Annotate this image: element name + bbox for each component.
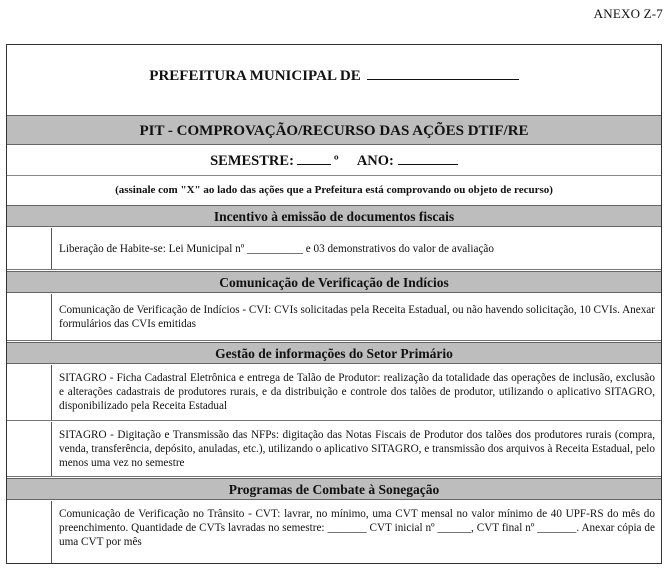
action-text-cvi: Comunicação de Verificação de Indícios - CVI: CVIs solicitadas pela Receita Estadual, ou não havendo solicitação, 10 CVIs. Anexar formulários das CVIs emitidas bbox=[59, 304, 655, 330]
degree-symbol: º bbox=[333, 153, 339, 169]
municipal-label: PREFEITURA MUNICIPAL DE bbox=[149, 68, 361, 84]
checkbox-cvi[interactable] bbox=[7, 294, 52, 340]
action-row-habite-se bbox=[7, 228, 661, 270]
pit-form bbox=[6, 44, 662, 564]
section-title-incentivo: Incentivo à emissão de documentos fiscais bbox=[7, 205, 661, 227]
action-row-cvt bbox=[7, 501, 661, 563]
action-text-sitagro-nfp: SITAGRO - Digitação e Transmissão das NFPs: digitação das Notas Fiscais de Produtor dos talões dos produtores rurais (compra, venda, transferência, depósito, anuladas, etc.), utilizando o aplicativo SITAGRO, e transmissão dos arquivos à Receita Estadual, pelo menos uma vez no semestre bbox=[59, 429, 655, 469]
instruction-text: (assinale com "X" ao lado das ações que a Prefeitura está comprovando ou objeto de recurso) bbox=[7, 175, 661, 203]
checkbox-cvt[interactable] bbox=[7, 501, 52, 563]
ano-label: ANO: bbox=[356, 153, 394, 169]
checkbox-sitagro-nfp[interactable] bbox=[7, 422, 52, 476]
annex-label: ANEXO Z-7 bbox=[593, 6, 663, 21]
action-row-sitagro-ficha bbox=[7, 365, 661, 421]
municipal-header bbox=[7, 45, 661, 113]
municipal-title bbox=[7, 65, 661, 85]
section-title-setor-primario: Gestão de informações do Setor Primário bbox=[7, 342, 661, 364]
municipality-name-field[interactable] bbox=[367, 65, 519, 80]
action-text-habite-se: Liberação de Habite-se: Lei Municipal nº __________ e 03 demonstrativos do valor de avaliação bbox=[59, 243, 494, 255]
checkbox-habite-se[interactable] bbox=[7, 228, 52, 269]
section-title-sonegacao: Programas de Combate à Sonegação bbox=[7, 478, 661, 500]
action-row-sitagro-nfp bbox=[7, 422, 661, 477]
semestre-label: SEMESTRE: bbox=[210, 153, 294, 169]
semestre-field[interactable] bbox=[297, 152, 331, 165]
ano-field[interactable] bbox=[398, 152, 458, 165]
action-text-cvt: Comunicação de Verificação no Trânsito - CVT: lavrar, no mínimo, uma CVT mensal no valor mínimo de 40 UPF-RS do mês do preenchimento. Quantidade de CVTs lavradas no semestre: _______ CVT inicial nº ______, CVT final nº _______. Anexar cópia de uma CVT por mês bbox=[59, 508, 655, 548]
pit-title: PIT - COMPROVAÇÃO/RECURSO DAS AÇÕES DTIF/RE bbox=[7, 115, 661, 145]
semester-year-line bbox=[7, 148, 661, 174]
action-text-sitagro-ficha: SITAGRO - Ficha Cadastral Eletrônica e entrega de Talão de Produtor: realização da totalidade das operações de inclusão, exclusão e alterações cadastrais de produtores rurais, e da distribuição e controle dos talões de produtor, utilizando o aplicativo SITAGRO, disponibilizado pela Receita Estadual bbox=[59, 372, 655, 412]
checkbox-sitagro-ficha[interactable] bbox=[7, 365, 52, 420]
section-title-cvi: Comunicação de Verificação de Indícios bbox=[7, 271, 661, 293]
action-row-cvi bbox=[7, 294, 661, 341]
